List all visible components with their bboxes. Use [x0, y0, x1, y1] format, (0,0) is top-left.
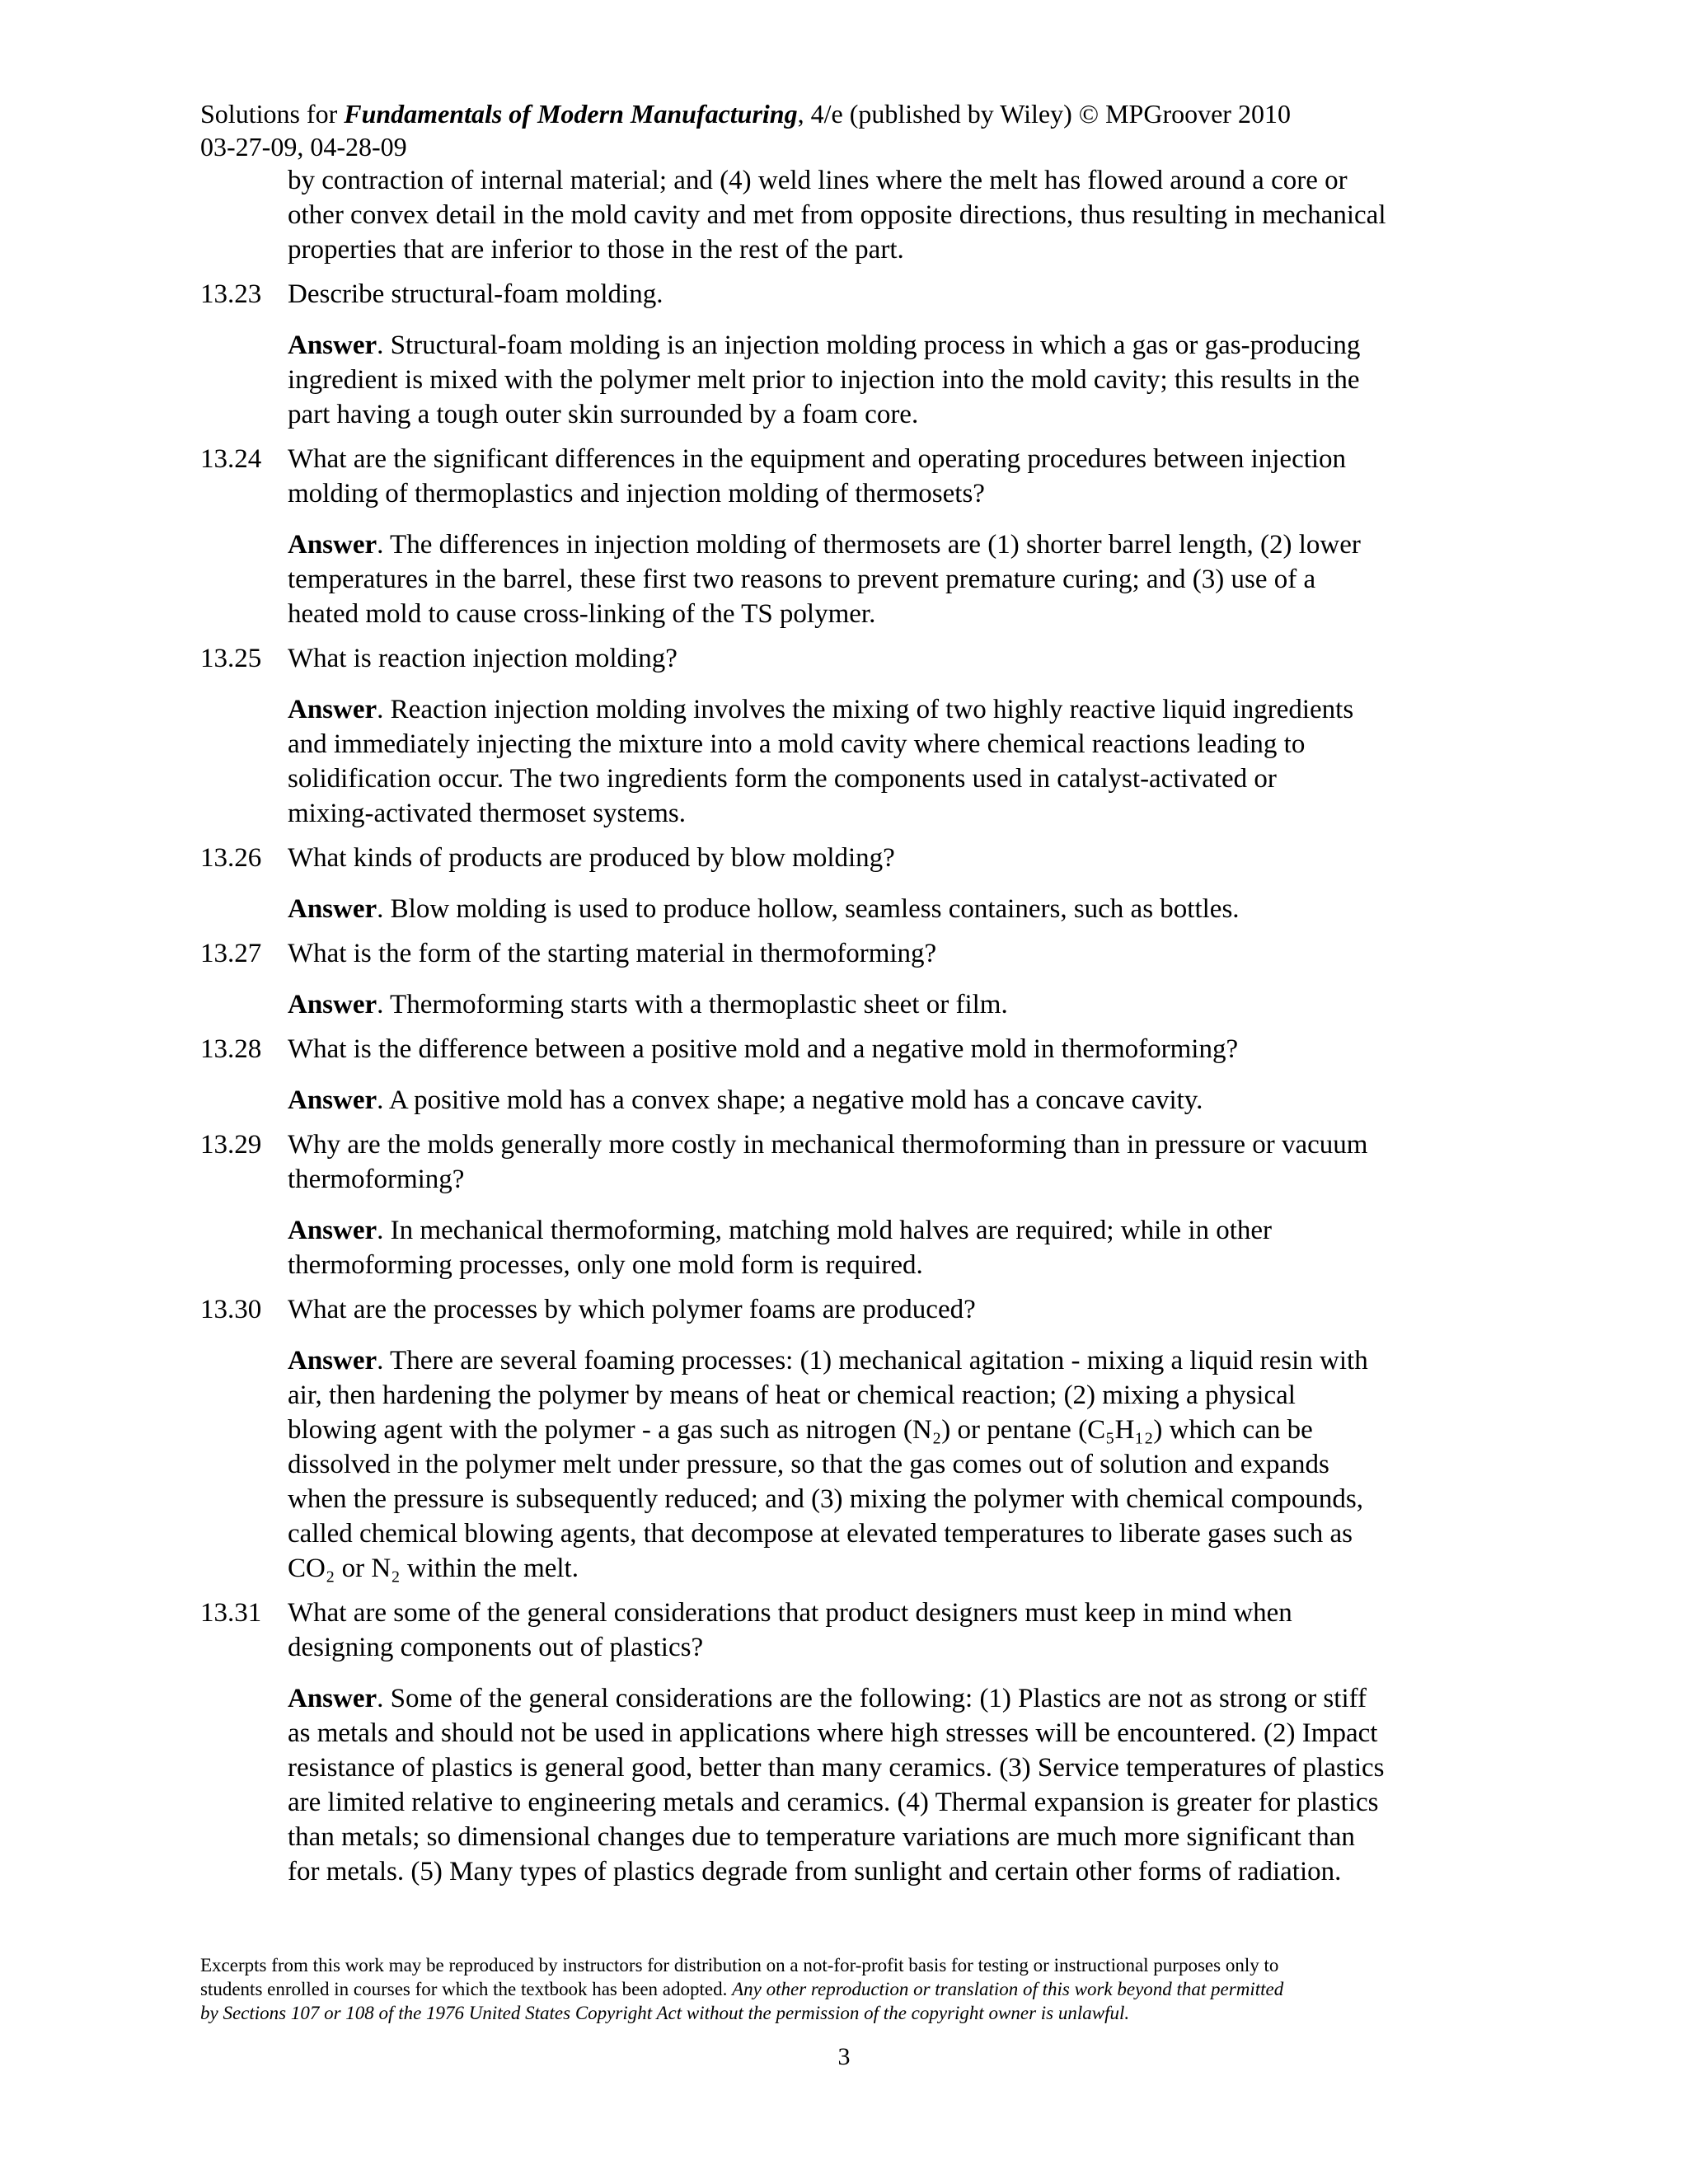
header-line — [200, 97, 1486, 130]
answer — [288, 987, 1486, 1022]
footer-plain: Excerpts from this work may be reproduced by instructors for distribution on a not-for-profit basis for testing or instructional purposes only to students enrolled in courses for which the textbook has been adopted. — [200, 1955, 1279, 1999]
answer-text: . Structural-foam molding is an injection molding process in which a gas or gas-producing ingredient is mixed with the polymer melt prior to injection into the mold cavity; this results in the part having a tough outer skin surrounded by a foam core. — [288, 330, 1361, 429]
qa-item — [200, 1292, 1486, 1586]
question-text: What are the significant differences in the equipment and operating procedures between injection molding of thermoplastics and injection molding of thermosets? — [288, 444, 1347, 509]
header-prefix: Solutions for — [200, 99, 345, 129]
answer — [288, 328, 1486, 432]
copyright-footer — [200, 1953, 1486, 2025]
answer-text: . Thermoforming starts with a thermoplastic sheet or film. — [377, 990, 1008, 1019]
qa-item — [200, 641, 1486, 831]
question-text: What are the processes by which polymer foams are produced? — [288, 1295, 976, 1324]
answer-label: Answer — [288, 530, 377, 560]
qa-item — [200, 1596, 1486, 1889]
answer — [288, 527, 1486, 631]
question-number: 13.27 — [200, 939, 262, 968]
document-page — [200, 97, 1486, 1889]
answer — [288, 892, 1486, 926]
question-number: 13.29 — [200, 1130, 262, 1160]
question-text: What are some of the general considerations that product designers must keep in mind when designing components out of plastics? — [288, 1598, 1292, 1662]
answer-text: . Blow molding is used to produce hollow, seamless containers, such as bottles. — [377, 894, 1240, 924]
answer-label: Answer — [288, 1216, 377, 1245]
question-text: Describe structural-foam molding. — [288, 279, 663, 309]
question — [200, 1596, 1486, 1665]
qa-item — [200, 442, 1486, 631]
qa-item — [200, 936, 1486, 1022]
answer-text: . The differences in injection molding of thermosets are (1) shorter barrel length, (2) lower temperatures in the barrel, these first two reasons to prevent premature curing; and (3) use of a heated mold to cause cross-linking of the TS polymer. — [288, 530, 1361, 629]
question — [200, 641, 1486, 676]
question-text: What is reaction injection molding? — [288, 644, 678, 673]
answer-label: Answer — [288, 1085, 377, 1115]
question-number: 13.31 — [200, 1598, 262, 1628]
header-suffix: , 4/e (published by Wiley) © MPGroover 2010 — [797, 99, 1291, 129]
answer-text: . In mechanical thermoforming, matching mold halves are required; while in other thermoforming processes, only one mold form is required. — [288, 1216, 1273, 1280]
question-text: What is the form of the starting material in thermoforming? — [288, 939, 937, 968]
answer — [288, 1083, 1486, 1118]
question — [200, 1127, 1486, 1197]
question-number: 13.30 — [200, 1295, 262, 1324]
answer — [288, 1213, 1486, 1282]
answer-text: . Some of the general considerations are the following: (1) Plastics are not as strong or stiff as metals and should not be used in applications where high stresses will be encountered. (2) Impact resistance of plastics is general good, better than many ceramics. (3) Service temperatures of plastics are limited relative to engineering metals and ceramics. (4) Thermal expansion is greater for plastics than metals; so dimensional changes due to temperature variations are much more significant than for metals. (5) Many types of plastics degrade from sunlight and certain other forms of radiation. — [288, 1684, 1385, 1886]
answer-label: Answer — [288, 894, 377, 924]
question — [200, 442, 1486, 511]
question — [200, 936, 1486, 971]
question-number: 13.26 — [200, 843, 262, 873]
question-text: What kinds of products are produced by blow molding? — [288, 843, 895, 873]
answer-label: Answer — [288, 330, 377, 360]
continuation-text: by contraction of internal material; and (4) weld lines where the melt has flowed around a core or other convex detail in the mold cavity and met from opposite directions, thus resulting in mechanical properties that are inferior to those in the rest of the part. — [288, 166, 1386, 265]
qa-item — [200, 1032, 1486, 1118]
question-number: 13.28 — [200, 1034, 262, 1064]
question — [200, 1032, 1486, 1066]
question-number: 13.23 — [200, 279, 262, 309]
answer-label: Answer — [288, 1346, 377, 1376]
page-number: 3 — [837, 2043, 851, 2070]
book-title: Fundamentals of Modern Manufacturing — [344, 99, 798, 129]
answer — [288, 692, 1486, 831]
answer — [288, 1343, 1486, 1586]
answer-label: Answer — [288, 695, 377, 724]
answer-text: . Reaction injection molding involves the mixing of two highly reactive liquid ingredients and immediately injecting the mixture into a mold cavity where chemical reactions leading to solidification occur. The two ingredients form the components used in catalyst-activated or mixing-activated thermoset systems. — [288, 695, 1354, 828]
qa-item — [200, 841, 1486, 926]
question-number: 13.25 — [200, 644, 262, 673]
header-dates: 03-27-09, 04-28-09 — [200, 132, 407, 162]
question-list — [200, 277, 1486, 1889]
page-header — [200, 97, 1486, 163]
answer-text: . There are several foaming processes: (1) mechanical agitation - mixing a liquid resin with air, then hardening the polymer by means of heat or chemical reaction; (2) mixing a physical blowing agent with the polymer - a gas such as nitrogen (N₂) or pentane (C₅H₁₂) which can be dissolved in the polymer melt under pressure, so that the gas comes out of solution and expands when the pressure is subsequently reduced; and (3) mixing the polymer with chemical compounds, called chemical blowing agents, that decompose at elevated temperatures to liberate gases such as CO₂ or N₂ within the melt. — [288, 1346, 1368, 1583]
question — [200, 1292, 1486, 1327]
question-text: What is the difference between a positive mold and a negative mold in thermoforming? — [288, 1034, 1239, 1064]
question — [200, 841, 1486, 875]
qa-item — [200, 1127, 1486, 1282]
question-number: 13.24 — [200, 444, 262, 474]
footer-italic: Any other reproduction or translation of this work beyond that permitted by Sections 107 or 108 of the 1976 United States Copyright Act without the permission of the copyright owner is unlawful. — [200, 1979, 1284, 2023]
qa-item — [200, 277, 1486, 432]
question — [200, 277, 1486, 312]
answer — [288, 1681, 1486, 1889]
question-text: Why are the molds generally more costly in mechanical thermoforming than in pressure or vacuum thermoforming? — [288, 1130, 1368, 1194]
answer-label: Answer — [288, 1684, 377, 1713]
answer-text: . A positive mold has a convex shape; a negative mold has a concave cavity. — [377, 1085, 1203, 1115]
answer-label: Answer — [288, 990, 377, 1019]
